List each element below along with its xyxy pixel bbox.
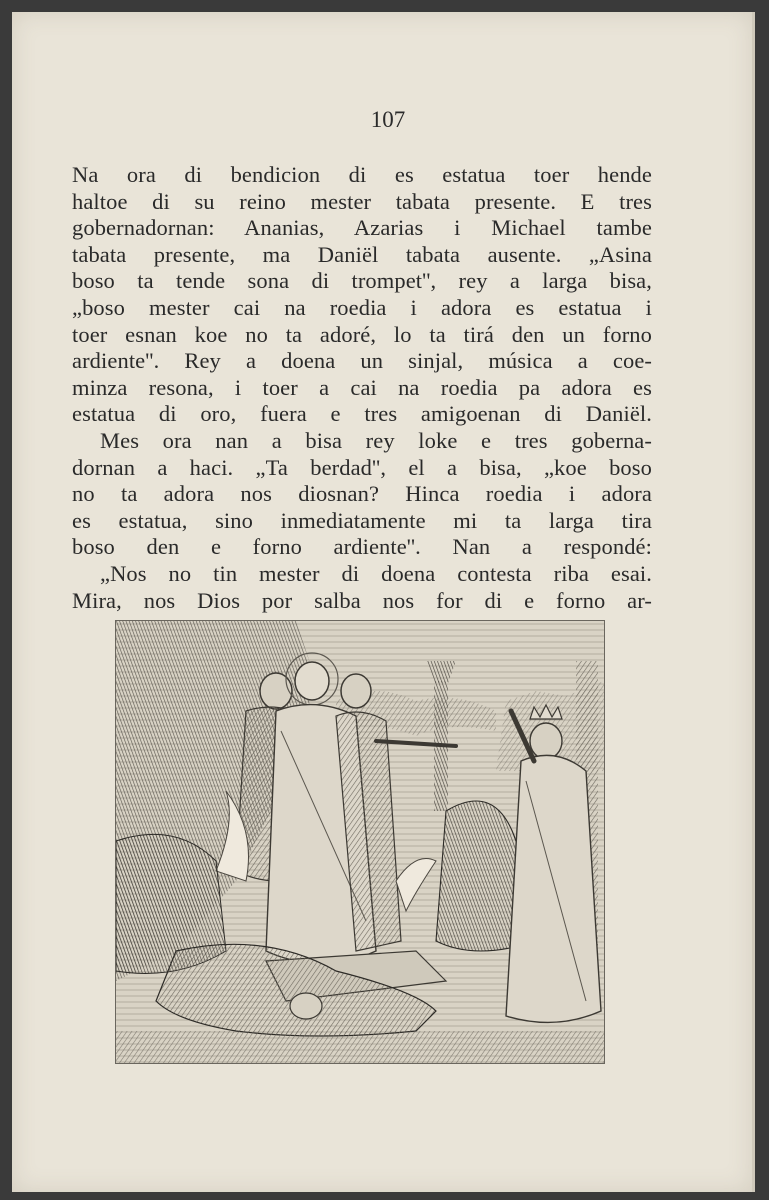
text-line: es estatua, sino inmediatamente mi ta larga tira <box>72 507 652 533</box>
body-text <box>72 162 652 614</box>
text-line: toer esnan koe no ta adoré, lo ta tirá den un forno <box>72 321 652 347</box>
page-number: 107 <box>370 107 406 132</box>
text-line: Mes ora nan a bisa rey loke e tres goberna- <box>100 427 652 453</box>
text-line: boso den e forno ardiente''. Nan a respondé: <box>72 534 652 560</box>
text-line: Na ora di bendicion di es estatua toer hende <box>72 162 652 187</box>
engraving-drawing <box>116 621 604 1063</box>
text-line: Mira, nos Dios por salba nos for di e forno ar- <box>72 587 652 613</box>
text-line: „Nos no tin mester di doena contesta riba esai. <box>100 560 652 586</box>
text-line: boso ta tende sona di trompet'', rey a larga bisa, <box>72 268 652 294</box>
text-line: „boso mester cai na roedia i adora es estatua i <box>72 294 652 320</box>
text-line: gobernadornan: Ananias, Azarias i Michael tambe <box>72 215 652 241</box>
book-page <box>12 12 755 1192</box>
text-line: haltoe di su reino mester tabata presente. E tres <box>72 188 652 214</box>
text-line: minza resona, i toer a cai na roedia pa adora es <box>72 374 652 400</box>
text-line: estatua di oro, fuera e tres amigoenan di Daniël. <box>72 401 652 427</box>
engraving-illustration <box>115 620 605 1064</box>
text-line: dornan a haci. „Ta berdad'', el a bisa, „koe boso <box>72 454 652 480</box>
text-line: ardiente''. Rey a doena un sinjal, música a coe- <box>72 348 652 374</box>
text-line: tabata presente, ma Daniël tabata ausente. „Asina <box>72 241 652 267</box>
text-line: no ta adora nos diosnan? Hinca roedia i adora <box>72 481 652 507</box>
